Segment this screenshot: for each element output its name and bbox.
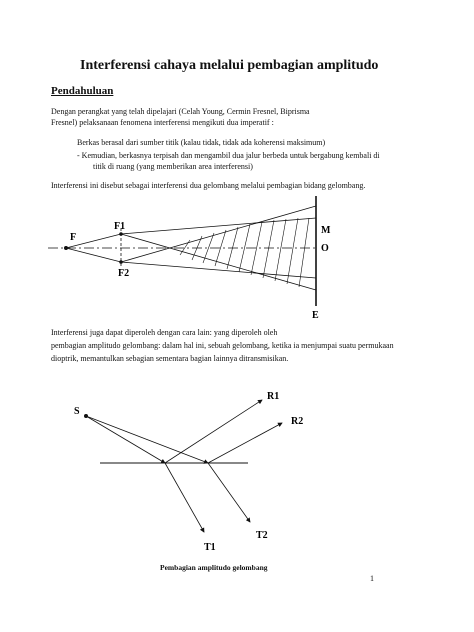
- source-point-s: [84, 414, 88, 418]
- incident-ray-2: [86, 416, 208, 463]
- label-r2: R2: [291, 416, 304, 427]
- label-t2: T2: [256, 530, 268, 541]
- wavefront-sentence: Interferensi ini disebut sebagai interferensi dua gelombang melalui pembagian bidang gelombang.: [51, 181, 366, 190]
- page-title: Interferensi cahaya melalui pembagian amplitudo: [80, 58, 379, 73]
- reflected-ray-r2: [208, 423, 282, 463]
- reflected-ray-r1: [165, 400, 262, 463]
- intro-line-1: Dengan perangkat yang telah dipelajari (Celah Young, Cermin Fresnel, Biprisma: [51, 107, 310, 116]
- label-t1: T1: [204, 542, 216, 553]
- figure-caption: Pembagian amplitudo gelombang: [160, 563, 268, 572]
- incident-ray-1: [86, 416, 165, 463]
- amplitude-line-2: pembagian amplitudo gelombang: dalam hal ini, sebuah gelombang, ketika ia menjumpai suatu permukaan: [51, 341, 394, 350]
- label-f: F: [70, 232, 77, 243]
- imperative-1: Berkas berasal dari sumber titik (kalau tidak, tidak ada koherensi maksimum): [77, 138, 326, 147]
- label-o: O: [321, 243, 329, 254]
- label-m: M: [321, 225, 331, 236]
- section-heading: Pendahuluan: [51, 85, 114, 97]
- intro-line-2: Fresnel) pelaksanaan fenomena interferensi mengikuti dua imperatif :: [51, 118, 274, 127]
- label-s: S: [74, 406, 80, 417]
- transmitted-ray-t1: [165, 463, 204, 532]
- amplitude-line-3: dioptrik, memantulkan sebagian sementara bagian lainnya ditransmisikan.: [51, 354, 289, 363]
- amplitude-line-1: Interferensi juga dapat diperoleh dengan cara lain: yang diperoleh oleh: [51, 328, 278, 337]
- label-f1: F1: [114, 221, 126, 232]
- label-r1: R1: [267, 391, 280, 402]
- label-f2: F2: [118, 268, 130, 279]
- imperative-2: - Kemudian, berkasnya terpisah dan mengambil dua jalur berbeda untuk bergabung kembali di: [77, 151, 380, 160]
- transmitted-ray-t2: [208, 463, 250, 522]
- page-number: 1: [370, 574, 374, 583]
- label-e: E: [312, 310, 319, 321]
- imperative-3: titik di ruang (yang memberikan area interferensi): [93, 162, 253, 171]
